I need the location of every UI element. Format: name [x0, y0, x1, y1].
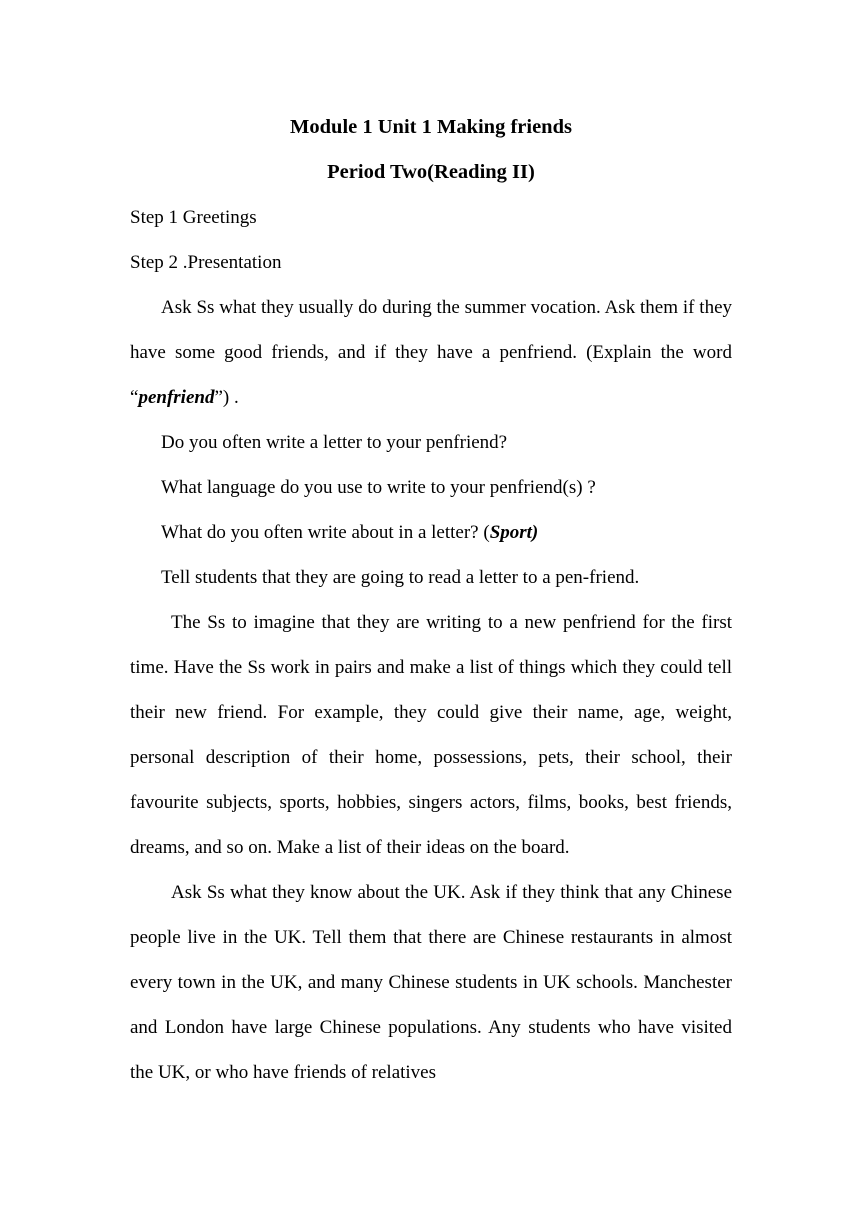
penfriend-activity-paragraph: The Ss to imagine that they are writing to a new penfriend for the first time. Have the Ss work in pairs and make a list of things which they could tell their new friend. For example, they could give their name, age, weight, personal description of their home, possessions, pets, their school, their favourite subjects, sports, hobbies, singers actors, films, books, best friends, dreams, and so on. Make a list of their ideas on the board. — [130, 612, 732, 858]
presentation-text-b: ”) . — [214, 387, 239, 408]
tell-students-line: Tell students that they are going to read a letter to a pen-friend. — [161, 567, 640, 588]
uk-discussion-paragraph: Ask Ss what they know about the UK. Ask if they think that any Chinese people live in the UK. Tell them that there are Chinese restaurants in almost every town in the UK, and many Chinese students in UK schools. Manchester and London have large Chinese populations. Any students who have visited the UK, or who have friends of relatives — [130, 882, 732, 1083]
question-3 — [130, 510, 732, 555]
document-subtitle: Period Two(Reading II) — [327, 161, 535, 183]
step-1-heading: Step 1 Greetings — [130, 207, 257, 228]
document-page — [130, 105, 732, 1095]
sport-emphasis: Sport) — [489, 522, 539, 543]
question-3-text: What do you often write about in a letter? ( — [161, 522, 490, 543]
question-1: Do you often write a letter to your penfriend? — [161, 432, 508, 453]
document-title: Module 1 Unit 1 Making friends — [290, 116, 572, 138]
presentation-text-a: Ask Ss what they usually do during the summer vocation. Ask them if they have some good friends, and if they have a penfriend. (Explain the word “ — [130, 297, 732, 408]
penfriend-emphasis: penfriend — [138, 387, 215, 408]
presentation-paragraph — [130, 285, 732, 420]
step-2-heading: Step 2 .Presentation — [130, 252, 282, 273]
question-2: What language do you use to write to your penfriend(s) ? — [161, 477, 596, 498]
